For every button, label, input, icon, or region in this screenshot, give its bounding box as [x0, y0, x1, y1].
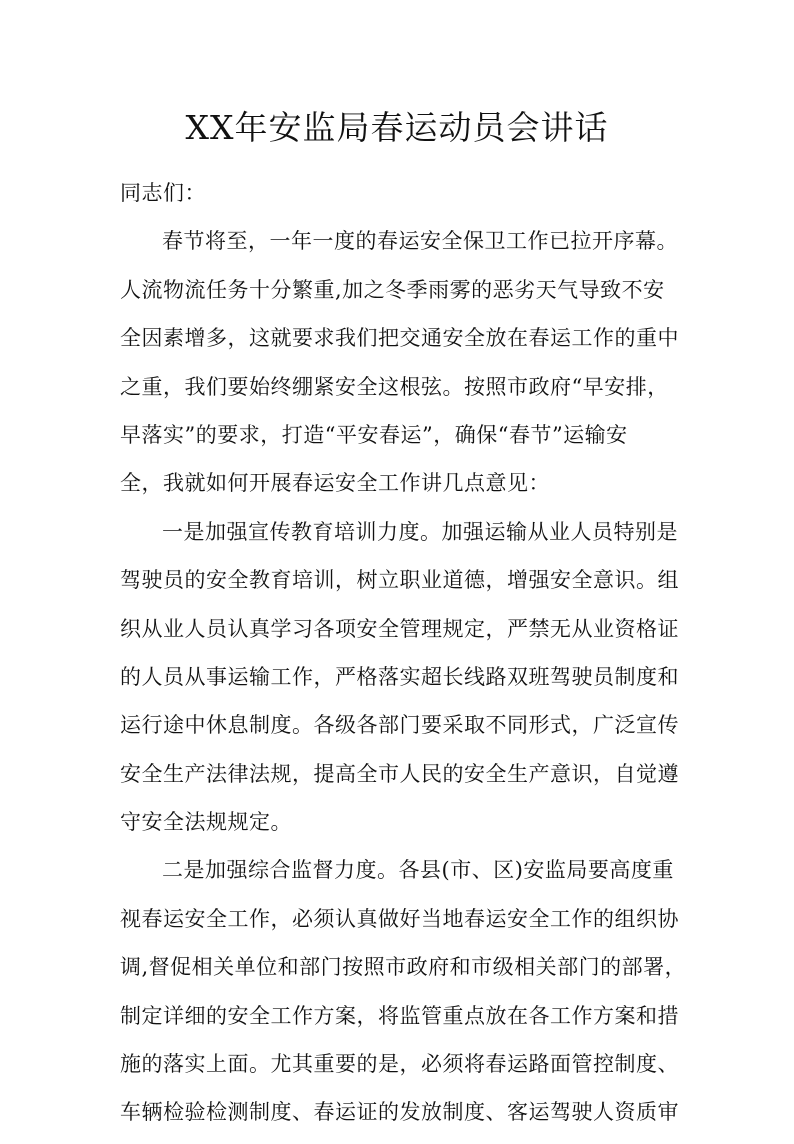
document-title: XX年安监局春运动员会讲话 — [185, 108, 609, 147]
text-line: 视春运安全工作，必须认真做好当地春运安全工作的组织协 — [120, 906, 679, 931]
text-line: 守安全法规规定。 — [120, 810, 292, 835]
text-line: 全因素增多，这就要求我们把交通安全放在春运工作的重中 — [120, 326, 679, 351]
text-line: 早落实”的要求，打造“平安春运”，确保“春节”运输安 — [120, 422, 628, 447]
text-line: 人流物流任务十分繁重,加之冬季雨雾的恶劣天气导致不安 — [120, 277, 665, 302]
text-line: 制定详细的安全工作方案，将监管重点放在各工作方案和措 — [120, 1003, 679, 1028]
text-line: 春节将至，一年一度的春运安全保卫工作已拉开序幕。 — [162, 229, 678, 254]
document-body — [120, 176, 687, 1144]
text-line: 施的落实上面。尤其重要的是，必须将春运路面管控制度、 — [120, 1052, 679, 1077]
text-line: 同志们： — [120, 181, 206, 205]
text-line: 的人员从事运输工作，严格落实超长线路双班驾驶员制度和 — [120, 664, 679, 689]
text-line: 驾驶员的安全教育培训，树立职业道德，增强安全意识。组 — [120, 568, 679, 593]
text-line: 织从业人员认真学习各项安全管理规定，严禁无从业资格证 — [120, 616, 679, 641]
text-line: 车辆检验检测制度、春运证的发放制度、客运驾驶人资质审 — [120, 1100, 679, 1125]
text-line: 二是加强综合监督力度。各县(市、区)安监局要高度重 — [162, 858, 674, 883]
text-line: 全，我就如何开展春运安全工作讲几点意见： — [120, 471, 550, 496]
text-line: 调,督促相关单位和部门按照市政府和市级相关部门的部署， — [120, 955, 687, 980]
text-line: 一是加强宣传教育培训力度。加强运输从业人员特别是 — [162, 519, 678, 544]
text-line: 之重，我们要始终绷紧安全这根弦。按照市政府“早安排， — [120, 374, 669, 399]
text-line: 安全生产法律法规，提高全市人民的安全生产意识，自觉遵 — [120, 761, 679, 786]
text-line: 运行途中休息制度。各级各部门要采取不同形式，广泛宣传 — [120, 713, 679, 738]
